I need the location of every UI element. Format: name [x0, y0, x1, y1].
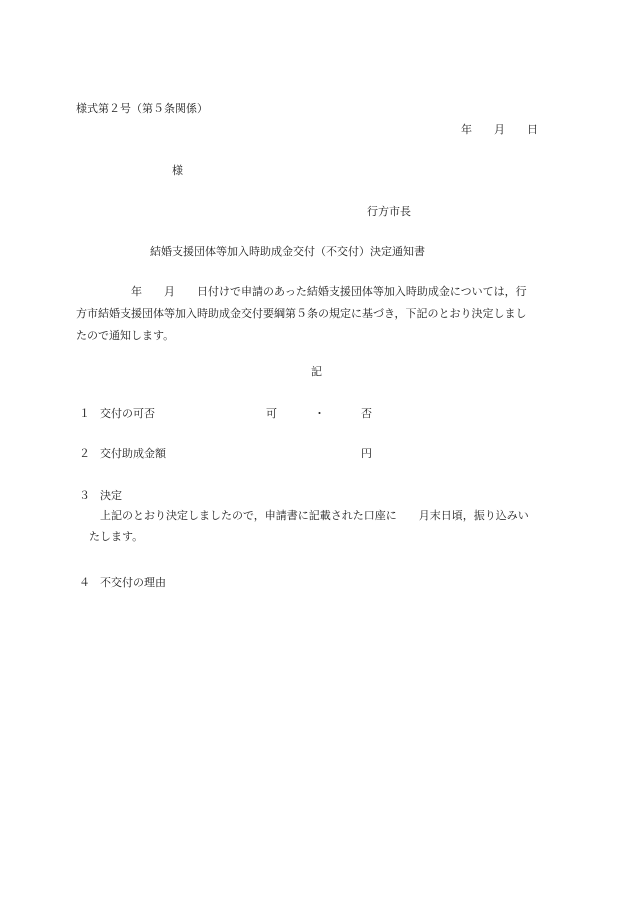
item-3-number: ３ [79, 489, 90, 502]
body-line-2: 方市結婚支援団体等加入時助成金交付要綱第５条の規定に基づき，下記のとおり決定しまし [76, 307, 527, 320]
document-title: 結婚支援団体等加入時助成金交付（不交付）決定通知書 [150, 245, 425, 258]
body-line-1: 年 月 日付けで申請のあった結婚支援団体等加入時助成金については，行 [76, 285, 527, 298]
issuer: 行方市長 [367, 205, 411, 218]
item-3-text-line-2: たします。 [89, 530, 144, 543]
form-id: 様式第２号（第５条関係） [76, 102, 208, 115]
item-2-label: 交付助成金額 [100, 447, 166, 460]
item-1-number: １ [79, 407, 90, 420]
item-3-label: 決定 [100, 489, 122, 502]
item-2-number: ２ [79, 447, 90, 460]
item-1-option-no: 否 [361, 407, 372, 420]
recipient-suffix: 様 [172, 164, 183, 177]
item-1-option-yes: 可 [266, 407, 277, 420]
body-line-3: たので通知します。 [76, 329, 175, 342]
item-1-separator: ・ [314, 407, 325, 420]
item-2-unit: 円 [361, 447, 372, 460]
item-4-number: ４ [79, 576, 90, 589]
date-line: 年 月 日 [461, 123, 538, 136]
body-paragraph [76, 281, 560, 347]
item-3-text-line-1: 上記のとおり決定しましたので，申請書に記載された口座に 月末日頃，振り込みい [100, 509, 529, 522]
item-4-label: 不交付の理由 [100, 576, 166, 589]
ki-heading: 記 [311, 365, 322, 378]
item-1-label: 交付の可否 [100, 407, 155, 420]
